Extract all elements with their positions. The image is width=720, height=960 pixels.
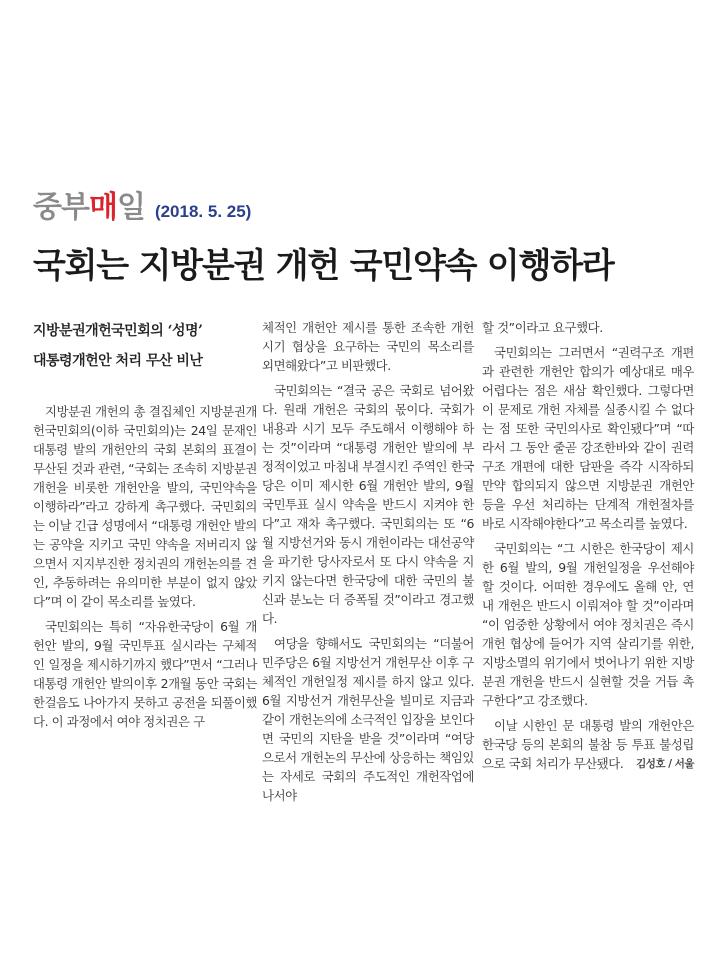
- article-subheads: [33, 316, 257, 376]
- paragraph: 국민회의는 “결국 공은 국회로 넘어왔다. 원래 개헌은 국회의 몫이다. 국회가 내용과 시기 모두 주도해서 이행해야 하는 것”이라며 “대통령 개헌안 발의에 부정적이었고 마침내 부결시킨 주역인 한국당은 이미 제시한 6월 개헌안 발의, 9월 국민투표 실시 약속을 반드시 지켜야 한다”고 재차 촉구했다. 국민회의는 또 “6월 지방선거와 동시 개헌이라는 대선공약을 파기한 당사자로서 또 다시 약속을 지키지 않는다면 한국당에 대한 국민의 불신과 분노는 더 증폭될 것”이라고 경고했다.: [262, 383, 474, 626]
- article-column-1: [33, 402, 257, 731]
- article-column-2: [262, 318, 474, 805]
- paragraph: 체적인 개헌안 제시를 통한 조속한 개헌시기 협상을 요구하는 국민의 목소리를 외면해왔다”고 비판했다.: [262, 320, 474, 373]
- logo-text-2: 매: [88, 190, 117, 225]
- newspaper-logo: [33, 182, 145, 226]
- article-headline: 국회는 지방분권 개헌 국민약속 이행하라: [33, 246, 614, 286]
- paragraph: 국민회의는 “그 시한은 한국당이 제시한 6월 발의, 9월 개헌일정을 우선해야 할 것이다. 어떠한 경우에도 올해 안, 연내 개헌은 반드시 이뤄져야 할 것”이라며 “이 엄중한 상황에서 여야 정치권은 즉시 개헌 협상에 들어가 지역 살리기를 위한, 지방소멸의 위기에서 벗어나기 위한 지방분권 개헌을 반드시 실현할 것을 거듭 촉구한다”고 강조했다.: [482, 541, 694, 708]
- byline: 김성호 / 서울: [636, 758, 694, 770]
- paragraph: 여당을 향해서도 국민회의는 “더불어민주당은 6월 지방선거 개헌무산 이후 구체적인 개헌일정 제시를 하지 않고 있다. 6월 지방선거 개헌무산을 빌미로 지금과 같이 개헌논의에 소극적인 입장을 보인다면 국민의 지탄을 받을 것”이라며 “여당으로서 개헌논의 무산에 상응하는 책임있는 자세로 국회의 주도적인 개헌작업에 나서야: [262, 636, 474, 803]
- paragraph: 할 것”이라고 요구했다.: [482, 320, 603, 335]
- paragraph: 국민회의는 특히 “자유한국당이 6월 개헌안 발의, 9월 국민투표 실시라는 구체적인 일정을 제시하기까지 했다”면서 “그러나 대통령 개헌안 발의이후 2개월 동안 국회는 한걸음도 나아가지 못하고 공전을 되풀이했다. 이 과정에서 여야 정치권은 구: [33, 619, 257, 729]
- logo-text-1: 중부: [33, 190, 89, 225]
- subhead-1: 지방분권개헌국민회의 ‘성명’: [33, 323, 203, 339]
- logo-text-3: 일: [116, 190, 145, 225]
- paragraph: 국민회의는 그러면서 “권력구조 개편과 관련한 개헌안 합의가 예상대로 매우 어렵다는 점은 새삼 확인했다. 그렇다면 이 문제로 개헌 자체를 실종시킬 수 없다는 점 또한 국민의사로 확인됐다”며 “따라서 그 동안 줄곧 강조한바와 같이 권력구조 개편에 대한 담판을 즉각 시작하되 만약 합의되지 않으면 지방분권 개헌안 등을 우선 처리하는 단계적 개헌절차를 바로 시작해야한다”고 목소리를 높였다.: [482, 345, 694, 531]
- subhead-2: 대통령개헌안 처리 무산 비난: [33, 353, 203, 369]
- paragraph: 지방분권 개헌의 총 결집체인 지방분권개헌국민회의(이하 국민회의)는 24일 문재인 대통령 발의 개헌안의 국회 본회의 표결이 무산된 것과 관련, “국회는 조속히 지방분권 개헌을 비롯한 개헌안을 발의, 국민약속을 이행하라”라고 강하게 촉구했다. 국민회의는 이날 긴급 성명에서 “대통령 개헌안 발의는 공약을 지키고 국민 약속을 저버리지 않으면서 지지부진한 정치권의 개헌논의를 견인, 추동하려는 유의미한 부분이 없지 않았다”며 이 같이 목소리를 높였다.: [33, 404, 257, 609]
- publication-date: (2018. 5. 25): [154, 202, 252, 221]
- article-column-3: [482, 318, 694, 774]
- paragraph-text: 이날 시한인 문 대통령 발의 개헌안은 한국당 등의 본회의 불참 등 투표 불성립으로 국회 처리가 무산됐다.: [482, 718, 694, 771]
- masthead: [33, 182, 252, 225]
- paragraph: [482, 716, 694, 773]
